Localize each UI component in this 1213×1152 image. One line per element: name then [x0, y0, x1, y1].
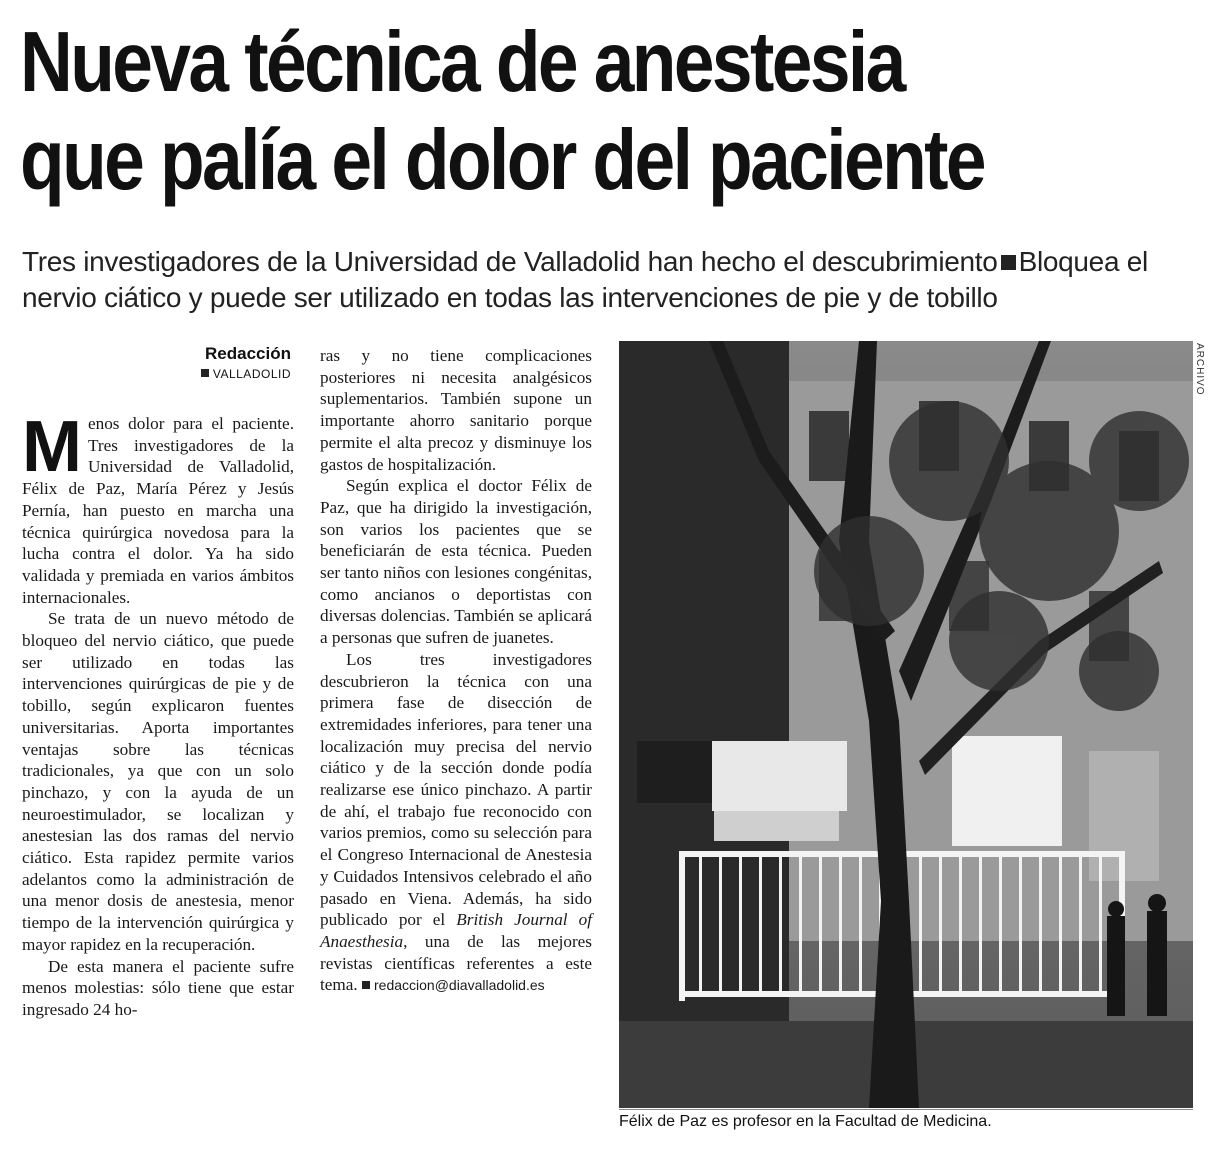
byline-place: VALLADOLID: [212, 367, 291, 381]
article-photo: [619, 341, 1193, 1108]
subhead-part-1: Tres investigadores de la Universidad de Valladolid han hecho el descubrimiento: [22, 246, 998, 277]
article-paragraph-1: [22, 407, 294, 608]
journal-name: British Journal of Anaesthesia: [320, 910, 593, 951]
article-column-2: [320, 345, 592, 997]
subheadline: [22, 244, 1202, 316]
article-paragraph-2: Se trata de un nuevo método de bloqueo del nervio ciático, que puede ser utilizado en todas las intervenciones quirúrgicas de pie y de tobillo, según explicaron fuentes universitarias. Aporta importantes ventajas sobre las técnicas tradicionales, ya que con un solo pinchazo, y con la ayuda de un neuroestimulador, se localizan y anestesian las dos ramas del nervio ciático. Esta rapidez permite varios adelantos como la administración de una menor dosis de anestesia, menor tiempo de la intervención quirúrgica y mayor rapidez en la recuperación.: [22, 609, 294, 954]
paragraph-5-text-a: Los tres investigadores descubrieron la técnica con una primera fase de disección de extremidades inferiores, para tener una localización muy precisa del nervio ciático y de la sección donde podía realizarse ese único pinchazo. A partir de ahí, el trabajo fue reconocido con varios premios, como su selección para el Congreso Internacional de Anestesia y Cuidados Intensivos celebrado el año pasado en Viena. Además, ha sido publicado por el: [320, 649, 592, 930]
headline-line-1: Nueva técnica de anestesia: [20, 15, 904, 110]
photo-credit: ARCHIVO: [1194, 343, 1205, 396]
paragraph-1-text: enos dolor para el paciente. Tres investigadores de la Universidad de Valladolid, Félix de Paz, María Pérez y Jesús Pernía, han puesto en marcha una técnica quirúrgica novedosa para la lucha contra el dolor. Ya ha sido validada y premiada en varios ámbitos internacionales.: [22, 414, 294, 607]
drop-cap: M: [22, 407, 82, 487]
square-bullet-icon: [201, 369, 209, 377]
byline: [201, 343, 291, 383]
byline-author: Redacción: [205, 344, 291, 363]
byline-place-wrap: [201, 365, 291, 383]
article-paragraph-3-continued: ras y no tiene complicaciones posteriores ni necesita analgésicos suplementarios. También supone un importante ahorro sanitario porque permite el alta precoz y disminuye los gastos de hospitalización.: [320, 346, 592, 474]
article-paragraph-4: Según explica el doctor Félix de Paz, que ha dirigido la investigación, son varios los pacientes que se beneficiarán de esta técnica. Pueden ser tanto niños con lesiones congénitas, como ancianos o deportistas con diversas dolencias. También se aplicará a personas que sufren de juanetes.: [320, 476, 592, 648]
contact-email[interactable]: redaccion@diavalladolid.es: [374, 977, 545, 994]
headline: [20, 14, 1200, 210]
subhead-part-2: Bloquea el nervio ciático y puede ser utilizado en todas las intervenciones de pie y de tobillo: [22, 246, 1148, 313]
square-bullet-icon: [1001, 255, 1016, 270]
photo-caption: Félix de Paz es profesor en la Facultad de Medicina.: [619, 1113, 992, 1130]
article-column-1: [22, 407, 294, 1021]
square-bullet-icon: [362, 981, 370, 989]
headline-line-2: que palía el dolor del paciente: [20, 113, 984, 208]
caption-rule: [619, 1109, 1193, 1110]
article-paragraph-3: De esta manera el paciente sufre menos molestias: sólo tiene que estar ingresado 24 ho-: [22, 956, 294, 1019]
paragraph-5-text-b: , una de las mejores revistas científicas referentes a este tema.: [320, 931, 592, 995]
faculty-building-photo: [619, 341, 1193, 1108]
article-paragraph-5: [320, 649, 592, 997]
